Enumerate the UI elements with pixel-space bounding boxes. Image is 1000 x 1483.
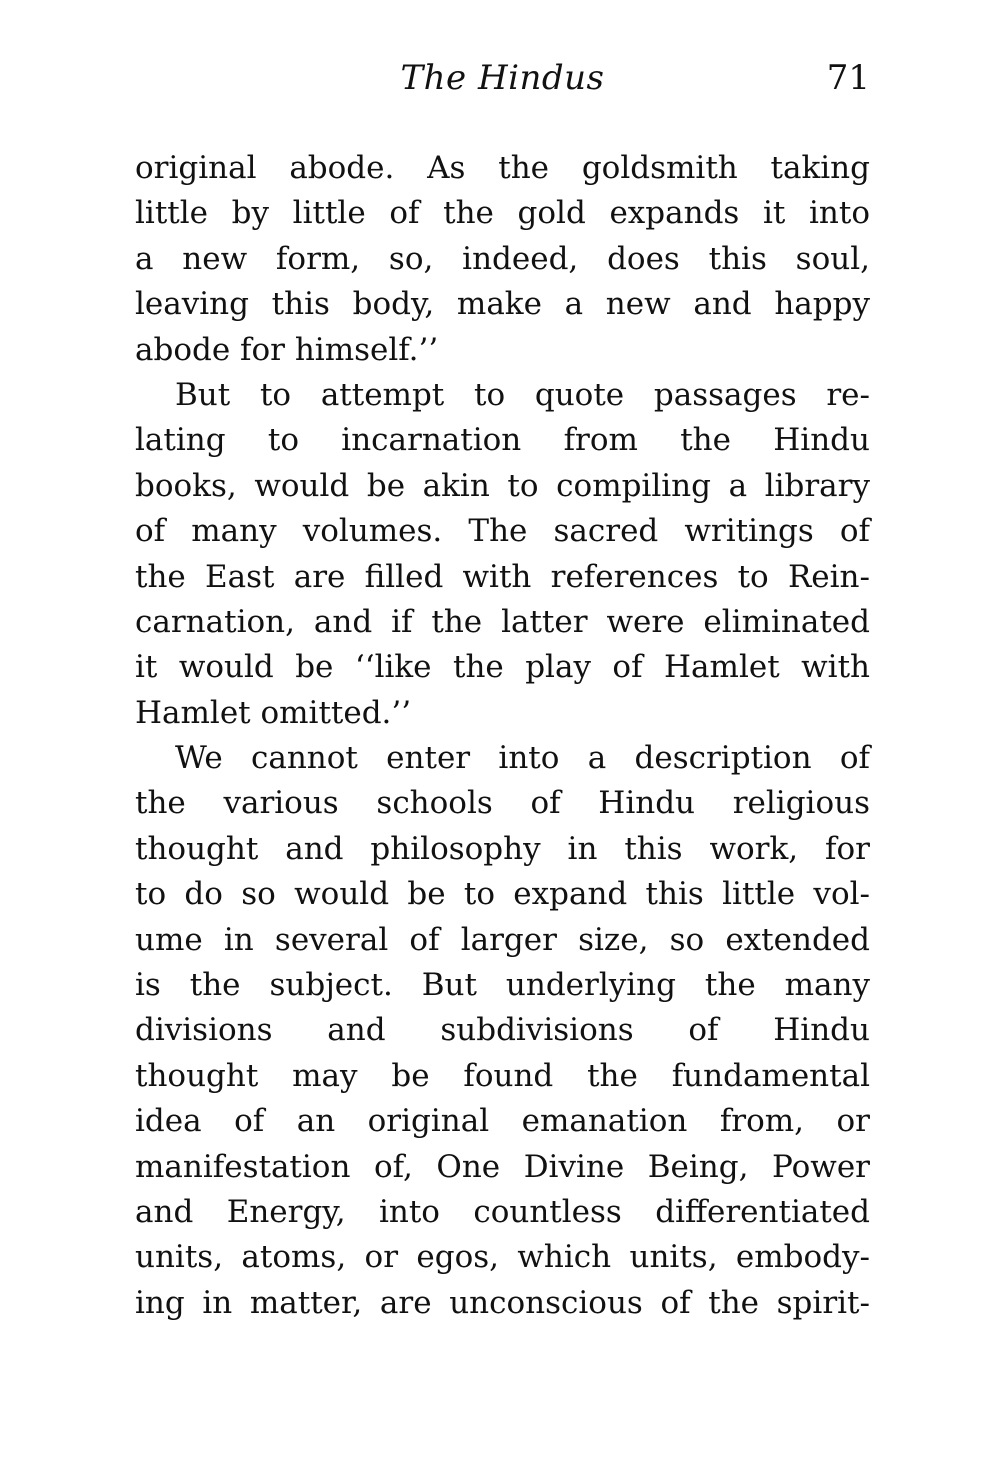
paragraph xyxy=(135,146,870,373)
text-line: to do so would be to expand this little vol- xyxy=(135,876,870,913)
running-title: The Hindus xyxy=(400,58,605,98)
text-line: a new form, so, indeed, does this soul, xyxy=(135,240,870,277)
page-number: 71 xyxy=(826,58,870,98)
text-line: divisions and subdivisions of Hindu xyxy=(135,1012,870,1049)
text-line: We cannot enter into a description of xyxy=(175,740,870,777)
text-line: ume in several of larger size, so extended xyxy=(135,921,870,958)
running-head xyxy=(135,58,870,108)
text-line: lating to incarnation from the Hindu xyxy=(135,422,870,459)
text-line: little by little of the gold expands it into xyxy=(135,195,870,232)
text-line: and Energy, into countless differentiated xyxy=(135,1193,870,1230)
text-line: the various schools of Hindu religious xyxy=(135,785,870,822)
text-line: abode for himself.’’ xyxy=(135,331,439,368)
text-line: thought and philosophy in this work, for xyxy=(135,830,870,867)
text-line: ing in matter, are unconscious of the spirit- xyxy=(135,1284,870,1321)
text-line: original abode. As the goldsmith taking xyxy=(135,150,870,186)
text-line: thought may be found the fundamental xyxy=(135,1057,870,1094)
text-line: is the subject. But underlying the many xyxy=(135,967,870,1004)
text-line: carnation, and if the latter were eliminated xyxy=(135,603,870,640)
text-line: of many volumes. The sacred writings of xyxy=(135,513,870,550)
text-line: units, atoms, or egos, which units, embody- xyxy=(135,1239,870,1276)
text-line: leaving this body, make a new and happy xyxy=(135,286,870,323)
body-text xyxy=(135,146,870,1326)
text-line: But to attempt to quote passages re- xyxy=(175,376,870,413)
text-line: the East are filled with references to Rein- xyxy=(135,558,870,595)
text-line: Hamlet omitted.’’ xyxy=(135,694,412,731)
text-line: books, would be akin to compiling a library xyxy=(135,467,870,504)
paragraph xyxy=(135,736,870,1326)
paragraph xyxy=(135,373,870,736)
text-line: manifestation of, One Divine Being, Power xyxy=(135,1148,870,1185)
text-line: idea of an original emanation from, or xyxy=(135,1103,870,1140)
text-line: it would be ‘‘like the play of Hamlet with xyxy=(135,649,870,686)
